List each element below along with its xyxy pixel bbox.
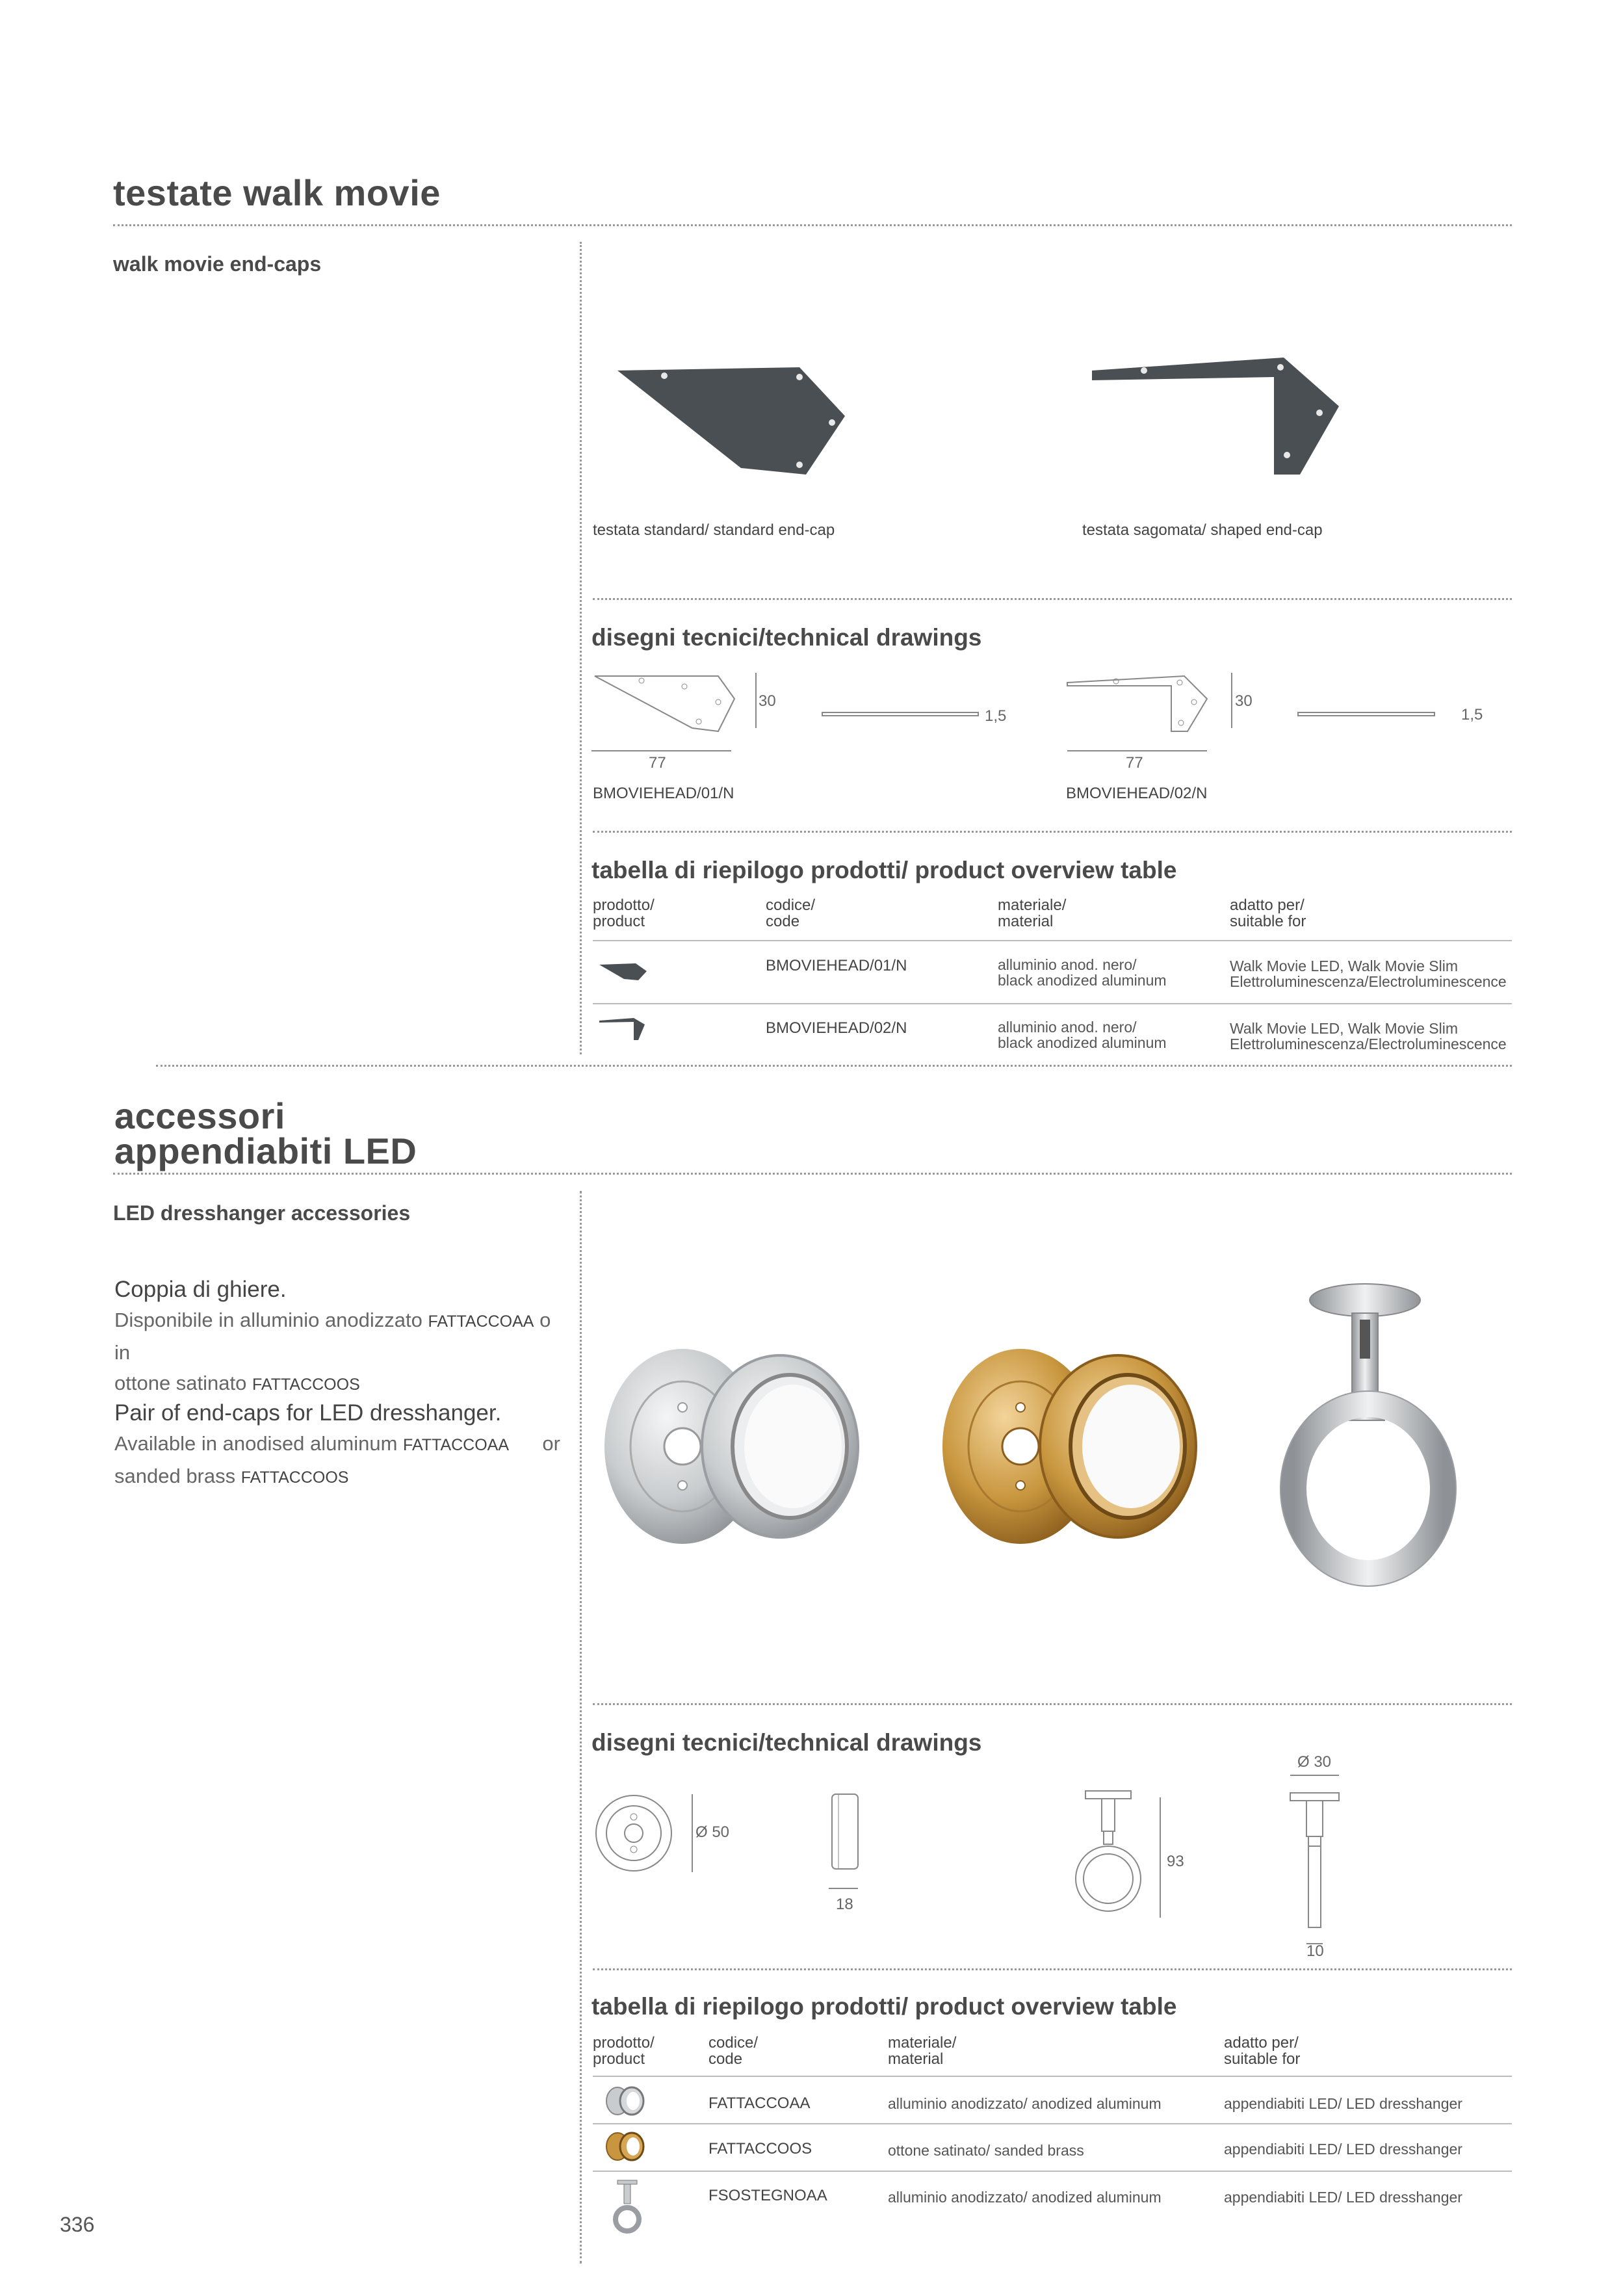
- description-english: Pair of end-caps for LED dresshanger. Available in anodised aluminum FATTACCOAA or sanded brass FATTACCOOS: [114, 1398, 560, 1493]
- table-cell-material: alluminio anodizzato/ anodized aluminum: [888, 2189, 1162, 2206]
- divider: [113, 224, 1512, 226]
- row-thumb-endcap-02: [598, 1014, 650, 1047]
- drawings-title: disegni tecnici/technical drawings: [591, 624, 982, 651]
- col-header-material: materiale/ material: [998, 896, 1067, 930]
- shaped-endcap-photo: [1085, 351, 1378, 494]
- hanger-support-photo: [1274, 1274, 1469, 1612]
- technical-drawing-hanger-front: [1066, 1788, 1170, 1924]
- drawing-code: BMOVIEHEAD/01/N: [593, 785, 734, 802]
- table-rule: [593, 940, 1512, 941]
- technical-drawing-endcap-02: [1064, 670, 1519, 754]
- product-code: FATTACCOOS: [240, 1468, 349, 1487]
- row-thumb-aluminum-rings: [604, 2085, 650, 2117]
- dim-width: 77: [1126, 754, 1143, 772]
- section-subtitle: walk movie end-caps: [113, 252, 322, 276]
- row-thumb-hanger-support: [611, 2179, 643, 2237]
- technical-drawing-endcap-01: [588, 670, 1043, 754]
- table-cell-code: BMOVIEHEAD/01/N: [766, 957, 907, 974]
- dim-width: 77: [649, 754, 666, 772]
- column-divider: [580, 242, 582, 1054]
- row-thumb-endcap-01: [598, 959, 650, 985]
- col-header-suitable: adatto per/ suitable for: [1230, 896, 1306, 930]
- section-title-walk-movie: testate walk movie: [113, 172, 441, 213]
- brass-ring-pair-photo: [936, 1339, 1209, 1547]
- technical-drawing-hanger-side: [1284, 1773, 1349, 1955]
- dim-ring-diameter: Ø 50: [695, 1823, 730, 1841]
- drawing-code: BMOVIEHEAD/02/N: [1066, 785, 1208, 802]
- table-cell-code: FATTACCOAA: [708, 2094, 811, 2112]
- divider: [593, 831, 1512, 833]
- divider: [593, 598, 1512, 600]
- dim-knob-diameter: Ø 30: [1297, 1753, 1332, 1771]
- table-cell-suitable: appendiabiti LED/ LED dresshanger: [1224, 2189, 1462, 2206]
- col-header-product: prodotto/ product: [593, 896, 655, 930]
- table-cell-material: alluminio anod. nero/ black anodized aluminum: [998, 1019, 1167, 1051]
- dim-hanger-height: 93: [1167, 1853, 1184, 1870]
- table-cell-material: ottone satinato/ sanded brass: [888, 2142, 1084, 2159]
- section-subtitle: LED dresshanger accessories: [113, 1201, 411, 1225]
- photo-caption-shaped: testata sagomata/ shaped end-cap: [1082, 521, 1323, 539]
- table-title: tabella di riepilogo prodotti/ product overview table: [591, 1993, 1177, 2020]
- dim-height: 30: [1235, 692, 1253, 710]
- aluminum-ring-pair-photo: [598, 1339, 871, 1547]
- table-rule: [593, 2123, 1512, 2124]
- table-cell-suitable: appendiabiti LED/ LED dresshanger: [1224, 2095, 1462, 2112]
- section-title-accessories: accessori appendiabiti LED: [114, 1095, 417, 1171]
- divider: [593, 1968, 1512, 1970]
- table-cell-material: alluminio anodizzato/ anodized aluminum: [888, 2095, 1162, 2112]
- col-header-code: codice/ code: [766, 896, 816, 930]
- table-cell-suitable: Walk Movie LED, Walk Movie Slim Elettroluminescenza/Electroluminescence: [1230, 1020, 1507, 1052]
- description-italian: Coppia di ghiere. Disponibile in alluminio anodizzato FATTACCOAA o in ottone satinato FATTACCOOS: [114, 1274, 560, 1400]
- technical-drawing-ring-side: [825, 1791, 877, 1895]
- table-rule: [593, 1003, 1512, 1004]
- row-thumb-brass-rings: [604, 2130, 650, 2163]
- table-cell-code: FSOSTEGNOAA: [708, 2187, 827, 2204]
- table-title: tabella di riepilogo prodotti/ product overview table: [591, 857, 1177, 883]
- col-header-code: codice/ code: [708, 2034, 759, 2068]
- dim-thickness: 1,5: [985, 707, 1007, 725]
- column-divider: [580, 1191, 582, 2263]
- col-header-product: prodotto/ product: [593, 2034, 655, 2068]
- table-cell-suitable: appendiabiti LED/ LED dresshanger: [1224, 2141, 1462, 2158]
- col-header-suitable: adatto per/ suitable for: [1224, 2034, 1301, 2068]
- divider: [113, 1173, 1512, 1175]
- table-rule: [593, 2171, 1512, 2172]
- drawings-title: disegni tecnici/technical drawings: [591, 1729, 982, 1756]
- table-rule: [593, 2076, 1512, 2077]
- dim-thickness: 1,5: [1461, 706, 1483, 724]
- col-header-material: materiale/ material: [888, 2034, 957, 2068]
- description-lead: Coppia di ghiere.: [114, 1277, 287, 1302]
- table-cell-material: alluminio anod. nero/ black anodized aluminum: [998, 956, 1167, 989]
- product-code: FATTACCOOS: [252, 1376, 360, 1394]
- product-code: FATTACCOAA: [428, 1312, 534, 1331]
- description-lead: Pair of end-caps for LED dresshanger.: [114, 1400, 502, 1426]
- dim-ring-depth: 18: [836, 1896, 853, 1913]
- dim-height: 30: [759, 692, 776, 710]
- dim-rod-width: 10: [1306, 1942, 1324, 1960]
- product-code: FATTACCOAA: [403, 1436, 510, 1454]
- divider: [593, 1703, 1512, 1705]
- table-cell-suitable: Walk Movie LED, Walk Movie Slim Elettroluminescenza/Electroluminescence: [1230, 958, 1507, 990]
- divider: [156, 1065, 1512, 1067]
- table-cell-code: FATTACCOOS: [708, 2140, 812, 2158]
- photo-caption-standard: testata standard/ standard end-cap: [593, 521, 835, 539]
- page-number: 336: [60, 2213, 95, 2236]
- table-cell-code: BMOVIEHEAD/02/N: [766, 1019, 907, 1037]
- standard-endcap-photo: [604, 351, 897, 494]
